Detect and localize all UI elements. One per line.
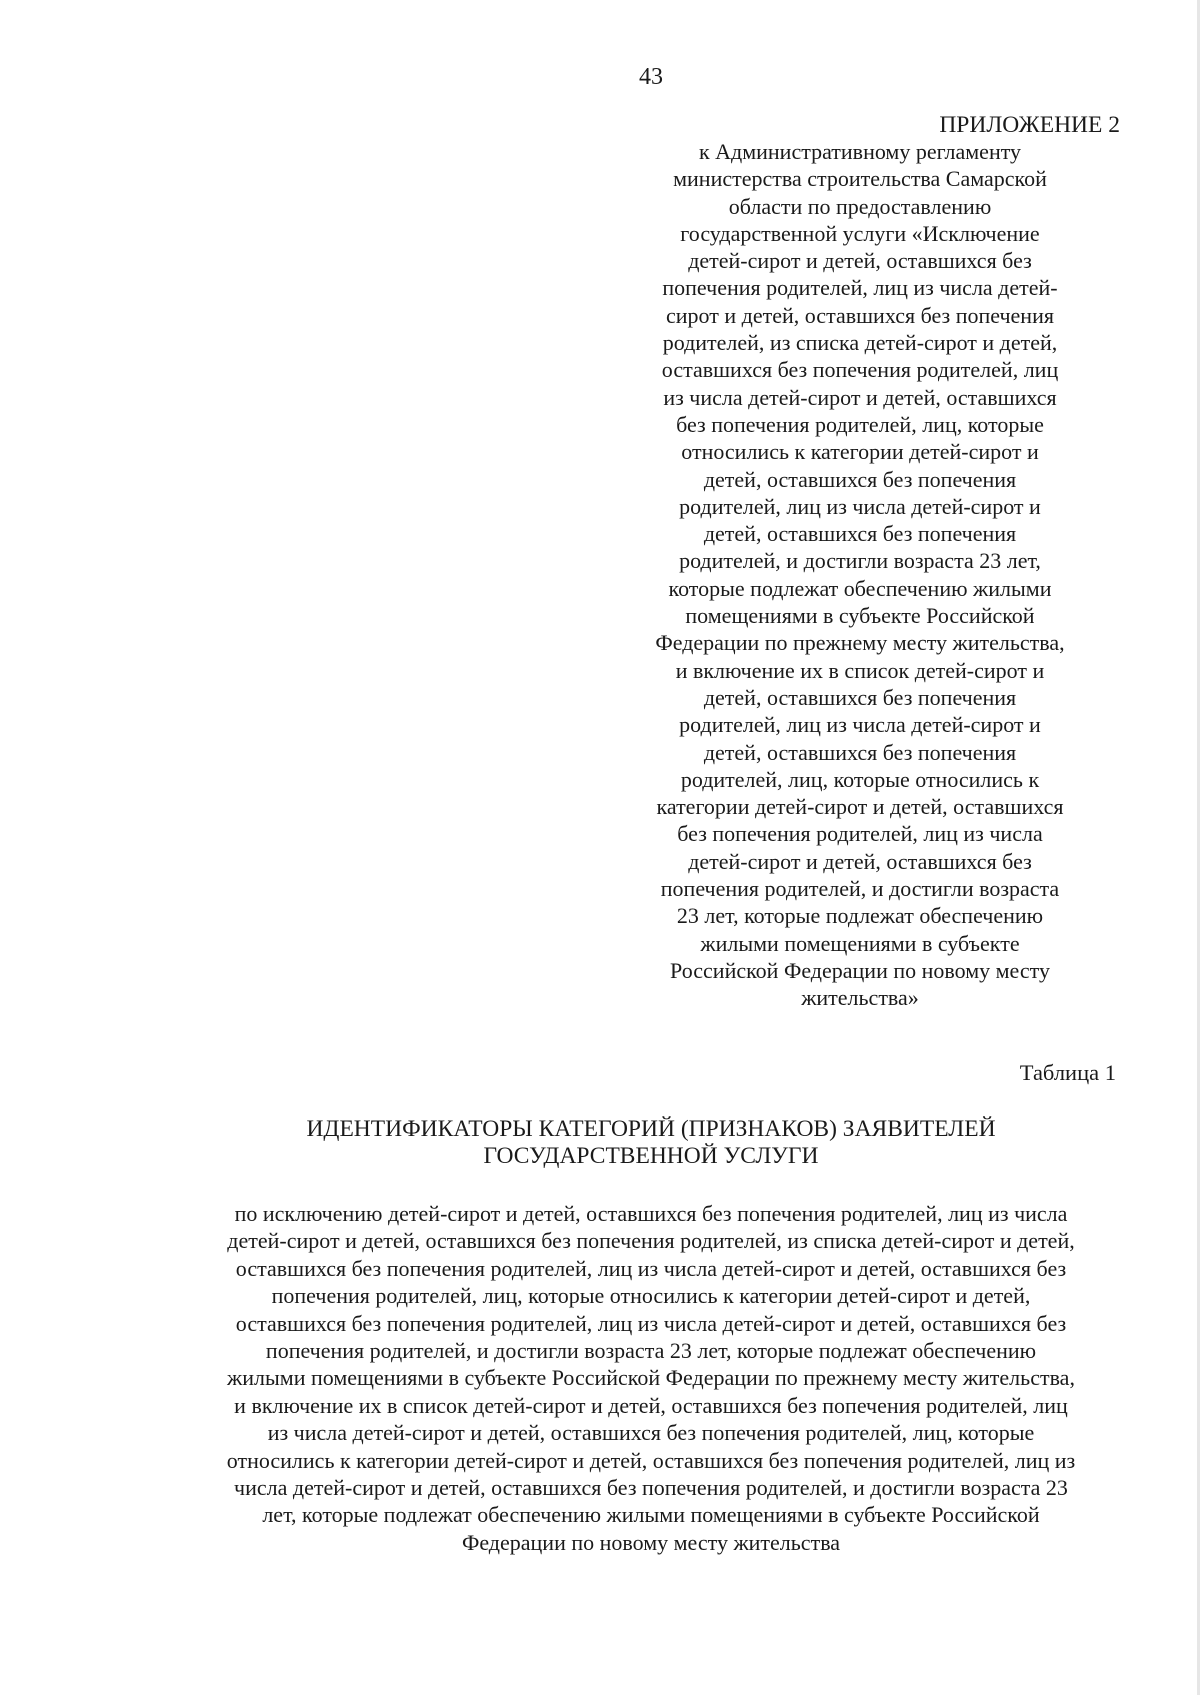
appendix-line: сирот и детей, оставшихся без попечения xyxy=(666,302,1054,328)
body-line: и включение их в список детей-сирот и детей, оставшихся без попечения родителей, лиц xyxy=(234,1392,1068,1418)
heading-line: ИДЕНТИФИКАТОРЫ КАТЕГОРИЙ (ПРИЗНАКОВ) ЗАЯВИТЕЛЕЙ xyxy=(306,1116,996,1142)
appendix-line: детей, оставшихся без попечения xyxy=(703,739,1017,765)
body-line: по исключению детей-сирот и детей, оставшихся без попечения родителей, лиц из числа xyxy=(234,1201,1068,1226)
appendix-line: Федерации по прежнему месту жительства, xyxy=(655,630,1065,656)
appendix-line: жительства» xyxy=(801,985,919,1011)
appendix-line: детей, оставшихся без попечения xyxy=(703,521,1017,547)
appendix-block xyxy=(600,112,1120,1012)
appendix-line: родителей, лиц из числа детей-сирот и xyxy=(679,493,1041,519)
body-line: лет, которые подлежат обеспечению жилыми помещениями в субъекте Российской xyxy=(262,1502,1040,1528)
body-line: из числа детей-сирот и детей, оставшихся без попечения родителей, лиц, которые xyxy=(267,1420,1035,1446)
appendix-line: родителей, лиц, которые относились к xyxy=(680,766,1040,792)
appendix-line: категории детей-сирот и детей, оставшихся xyxy=(656,794,1064,820)
appendix-line: жилыми помещениями в субъекте xyxy=(700,930,1020,956)
appendix-line: из числа детей-сирот и детей, оставшихся xyxy=(663,384,1057,410)
appendix-line: родителей, и достигли возраста 23 лет, xyxy=(679,548,1041,574)
body-line: жилыми помещениями в субъекте Российской Федерации по прежнему месту жительства, xyxy=(227,1365,1075,1391)
appendix-line: родителей, лиц из числа детей-сирот и xyxy=(679,712,1041,738)
body-line: Федерации по новому месту жительства xyxy=(461,1529,841,1555)
appendix-line: 23 лет, которые подлежат обеспечению xyxy=(676,903,1044,929)
body-line: оставшихся без попечения родителей, лиц из числа детей-сирот и детей, оставшихся без xyxy=(235,1255,1067,1281)
appendix-line: детей-сирот и детей, оставшихся без xyxy=(688,248,1032,274)
appendix-line: Российской Федерации по новому месту xyxy=(670,957,1050,983)
appendix-line: детей, оставшихся без попечения xyxy=(703,466,1017,492)
body-line: попечения родителей, лиц, которые относились к категории детей-сирот и детей, xyxy=(271,1283,1031,1309)
body-line: оставшихся без попечения родителей, лиц из числа детей-сирот и детей, оставшихся без xyxy=(235,1310,1067,1336)
appendix-line: попечения родителей, лиц из числа детей- xyxy=(662,275,1058,301)
appendix-line: без попечения родителей, лиц из числа xyxy=(677,821,1043,847)
table-label: Таблица 1 xyxy=(1019,1060,1116,1085)
heading-subtitle-text xyxy=(150,1200,1152,1556)
heading-line: ГОСУДАРСТВЕННОЙ УСЛУГИ xyxy=(483,1143,819,1169)
appendix-line: оставшихся без попечения родителей, лиц xyxy=(661,357,1059,383)
appendix-line: которые подлежат обеспечению жилыми xyxy=(668,575,1052,601)
appendix-line: и включение их в список детей-сирот и xyxy=(675,657,1045,683)
body-line: детей-сирот и детей, оставшихся без попечения родителей, из списка детей-сирот и детей, xyxy=(227,1228,1075,1254)
appendix-lines xyxy=(600,138,1120,1012)
body-line: числа детей-сирот и детей, оставшихся без попечения родителей, и достигли возраста 23 xyxy=(234,1475,1068,1501)
body-line: попечения родителей, и достигли возраста 23 лет, которые подлежат обеспечению xyxy=(265,1338,1037,1364)
appendix-line: области по предоставлению xyxy=(728,193,992,219)
appendix-line: детей, оставшихся без попечения xyxy=(703,684,1017,710)
appendix-title: ПРИЛОЖЕНИЕ 2 xyxy=(939,112,1120,138)
appendix-line: без попечения родителей, лиц, которые xyxy=(676,411,1044,437)
appendix-line: попечения родителей, и достигли возраста xyxy=(660,876,1060,902)
appendix-line: министерства строительства Самарской xyxy=(673,166,1047,192)
appendix-line: детей-сирот и детей, оставшихся без xyxy=(688,848,1032,874)
appendix-line: относились к категории детей-сирот и xyxy=(681,439,1039,465)
appendix-line: государственной услуги «Исключение xyxy=(680,220,1040,246)
appendix-line: родителей, из списка детей-сирот и детей, xyxy=(662,330,1058,356)
document-heading xyxy=(0,1116,1200,1170)
body-line: относились к категории детей-сирот и детей, оставшихся без попечения родителей, лиц из xyxy=(226,1447,1076,1473)
appendix-line: помещениями в субъекте Российской xyxy=(685,603,1035,629)
page-number: 43 xyxy=(639,64,663,90)
appendix-line: к Административному регламенту xyxy=(698,139,1022,164)
